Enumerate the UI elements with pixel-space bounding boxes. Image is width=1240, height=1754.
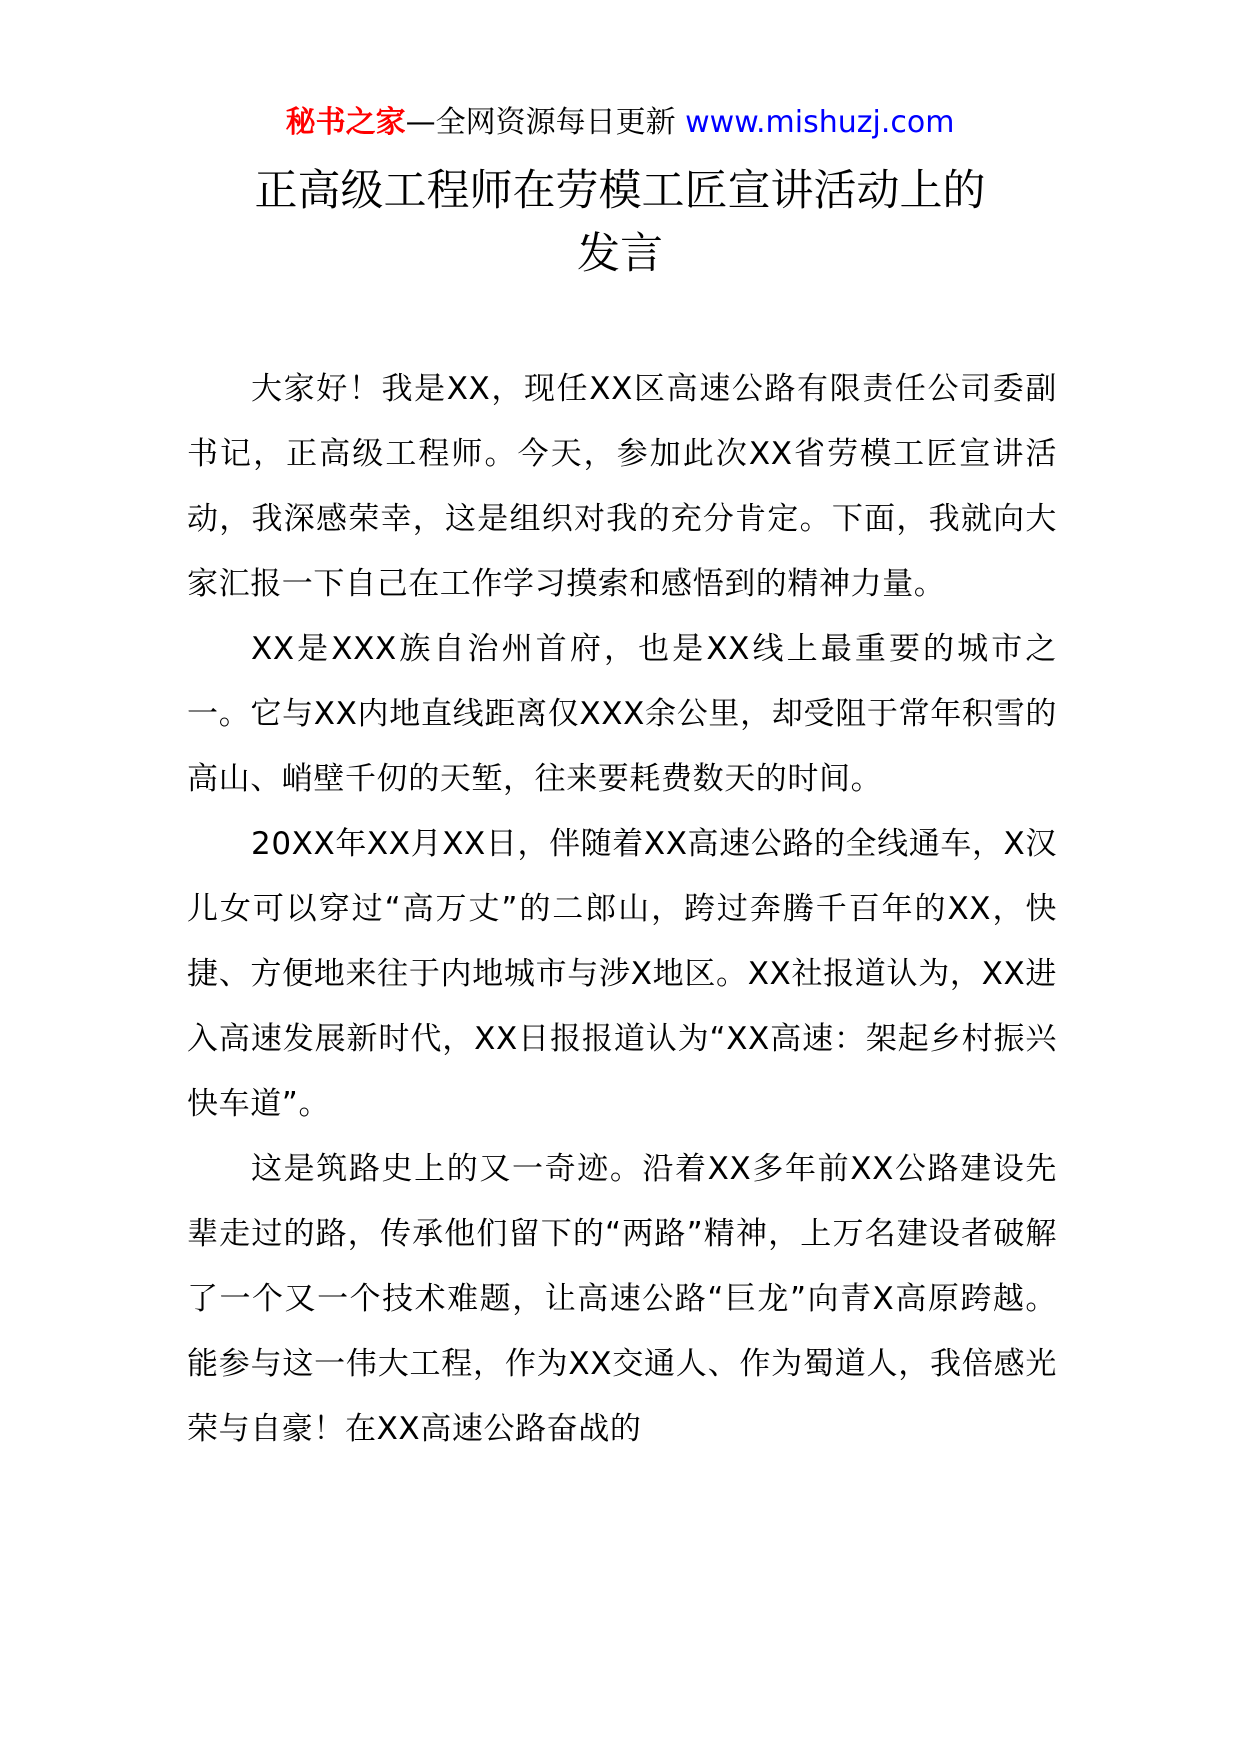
title-line-1: 正高级工程师在劳模工匠宣讲活动上的 — [254, 166, 986, 216]
site-url-link[interactable]: www.mishuzj.com — [685, 105, 955, 140]
brand-name: 秘书之家 — [285, 105, 406, 140]
paragraph-2: XX是XXX族自治州首府，也是XX线上最重要的城市之一。它与XX内地直线距离仅XXX余公里，却受阻于常年积雪的高山、峭壁千仞的天堑，往来要耗费数天的时间。 — [187, 631, 1057, 797]
document-body — [187, 357, 1057, 1462]
paragraph-4: 这是筑路史上的又一奇迹。沿着XX多年前XX公路建设先辈走过的路，传承他们留下的“两路”精神，上万名建设者破解了一个又一个技术难题，让高速公路“巨龙”向青X高原跨越。能参与这一伟大工程，作为XX交通人、作为蜀道人，我倍感光荣与自豪！在XX高速公路奋战的 — [187, 1151, 1057, 1447]
site-banner — [0, 100, 1240, 146]
title-line-2: 发言 — [577, 229, 663, 279]
document-title — [0, 160, 1240, 286]
banner-tagline: —全网资源每日更新 — [405, 105, 676, 140]
paragraph-3: 20XX年XX月XX日，伴随着XX高速公路的全线通车，X汉儿女可以穿过“高万丈”的二郎山，跨过奔腾千百年的XX，快捷、方便地来往于内地城市与涉X地区。XX社报道认为，XX进入高速发展新时代，XX日报报道认为“XX高速：架起乡村振兴快车道”。 — [187, 826, 1057, 1122]
paragraph-1: 大家好！我是XX，现任XX区高速公路有限责任公司委副书记，正高级工程师。今天，参加此次XX省劳模工匠宣讲活动，我深感荣幸，这是组织对我的充分肯定。下面，我就向大家汇报一下自己在工作学习摸索和感悟到的精神力量。 — [187, 371, 1057, 602]
